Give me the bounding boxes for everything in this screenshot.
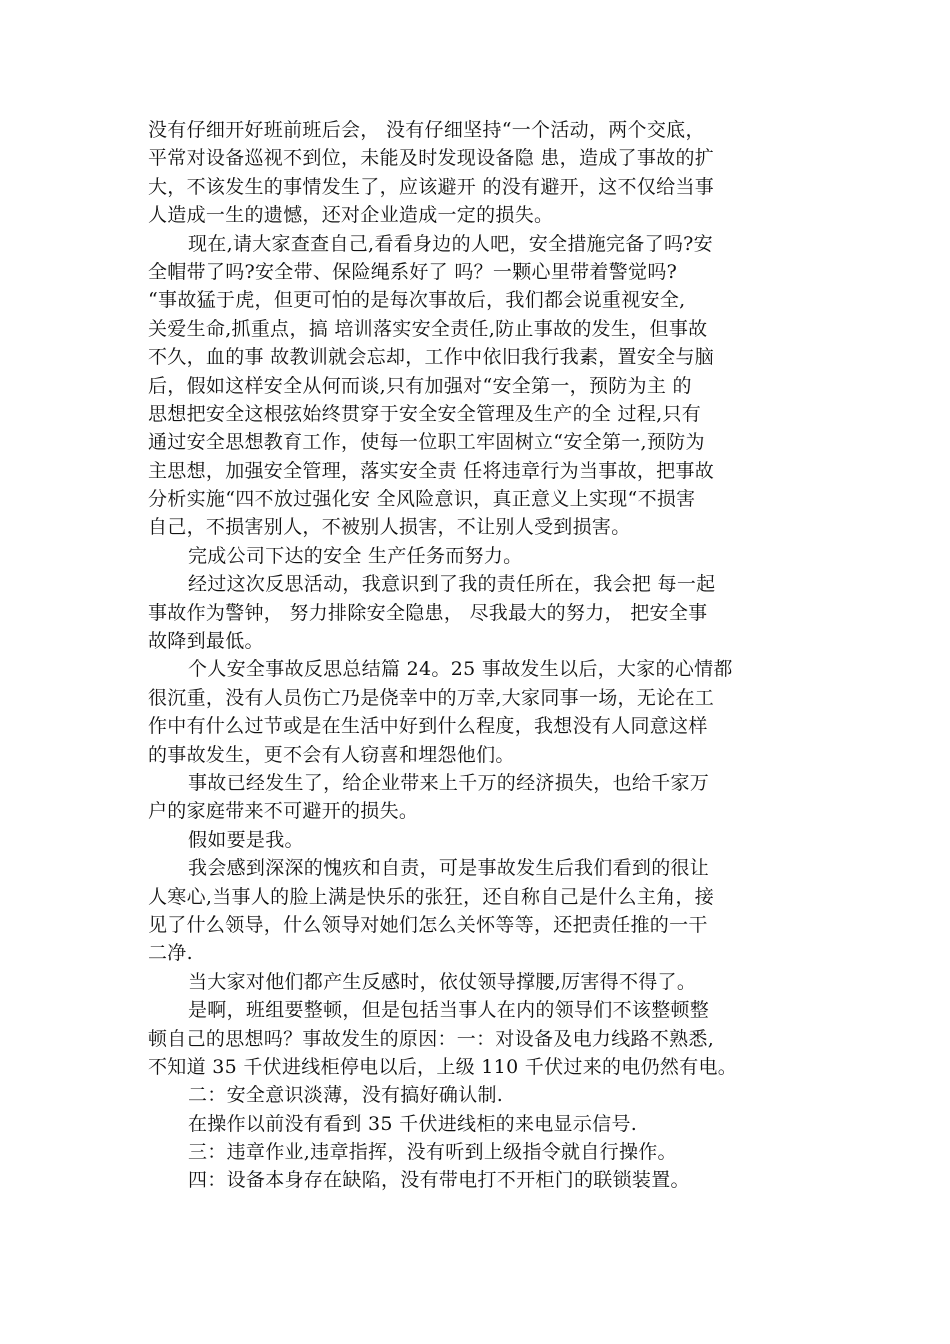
document-body (148, 116, 808, 1195)
text-line: 二：安全意识淡薄，没有搞好确认制. (188, 1084, 504, 1107)
text-line: 顿自己的思想吗？事故发生的原因：一：对设备及电力线路不熟悉, (148, 1027, 715, 1050)
text-line: 后，假如这样安全从何而谈,只有加强对“安全第一，预防为主 的 (148, 374, 692, 397)
text-line: 四：设备本身存在缺陷，没有带电打不开柜门的联锁装置。 (188, 1169, 690, 1192)
text-line: 故降到最低。 (148, 630, 264, 653)
text-line: 的事故发生，更不会有人窃喜和埋怨他们。 (148, 743, 515, 766)
text-line: 事故已经发生了，给企业带来上千万的经济损失，也给千家万 (188, 771, 710, 794)
text-line: 完成公司下达的安全 生产任务而努力。 (188, 544, 523, 567)
text-line: 主思想，加强安全管理，落实安全责 任将违章行为当事故，把事故 (148, 459, 715, 482)
text-line: 不知道 35 千伏进线柜停电以后，上级 110 千伏过来的电仍然有电。 (148, 1055, 738, 1078)
text-line: 不久，血的事 故教训就会忘却，工作中依旧我行我素，置安全与脑 (148, 346, 715, 369)
text-line: “事故猛于虎，但更可怕的是每次事故后，我们都会说重视安全, (148, 289, 686, 312)
text-line: 人寒心,当事人的脸上满是快乐的张狂，还自称自己是什么主角，接 (148, 885, 715, 908)
text-line: 很沉重，没有人员伤亡乃是侥幸中的万幸,大家同事一场，无论在工 (148, 686, 715, 709)
text-line: 平常对设备巡视不到位，未能及时发现设备隐 患，造成了事故的扩 (148, 147, 715, 170)
text-line: 户的家庭带来不可避开的损失。 (148, 800, 419, 823)
text-line: 二净. (148, 942, 193, 965)
text-line: 经过这次反思活动，我意识到了我的责任所在，我会把 每一起 (188, 573, 716, 596)
text-line: 个人安全事故反思总结篇 24。25 事故发生以后，大家的心情都 (188, 658, 733, 681)
text-line: 假如要是我。 (188, 828, 304, 851)
text-line: 通过安全思想教育工作，使每一位职工牢固树立“安全第一,预防为 (148, 431, 705, 454)
text-line: 事故作为警钟， 努力排除安全隐患， 尽我最大的努力， 把安全事 (148, 601, 708, 624)
text-line: 三：违章作业,违章指挥，没有听到上级指令就自行操作。 (188, 1141, 677, 1164)
text-line: 见了什么领导，什么领导对她们怎么关怀等等，还把责任推的一干 (148, 913, 708, 936)
text-line: 人造成一生的遗憾，还对企业造成一定的损失。 (148, 204, 554, 227)
text-line: 全帽带了吗?安全带、保险绳系好了 吗？一颗心里带着警觉吗? (148, 260, 678, 283)
text-line: 思想把安全这根弦始终贯穿于安全安全管理及生产的全 过程,只有 (148, 402, 702, 425)
text-line: 在操作以前没有看到 35 千伏进线柜的来电显示信号. (188, 1112, 638, 1135)
text-line: 作中有什么过节或是在生活中好到什么程度，我想没有人同意这样 (148, 715, 708, 738)
text-line: 现在,请大家查查自己,看看身边的人吧，安全措施完备了吗?安 (188, 232, 713, 255)
text-line: 没有仔细开好班前班后会， 没有仔细坚持“一个活动，两个交底， (148, 119, 705, 141)
text-line: 当大家对他们都产生反感时，依仗领导撑腰,厉害得不得了。 (188, 970, 697, 993)
text-line: 分析实施“四不放过强化安 全风险意识，真正意义上实现“不损害 (148, 488, 696, 511)
text-line: 是啊，班组要整顿，但是包括当事人在内的领导们不该整顿整 (188, 999, 710, 1022)
text-line: 关爱生命,抓重点，搞 培训落实安全责任,防止事故的发生，但事故 (148, 317, 708, 340)
text-line: 自己，不损害别人，不被别人损害，不让别人受到损害。 (148, 516, 631, 539)
text-line: 大，不该发生的事情发生了，应该避开 的没有避开，这不仅给当事 (148, 175, 715, 198)
text-line: 我会感到深深的愧疚和自责，可是事故发生后我们看到的很让 (188, 857, 710, 880)
